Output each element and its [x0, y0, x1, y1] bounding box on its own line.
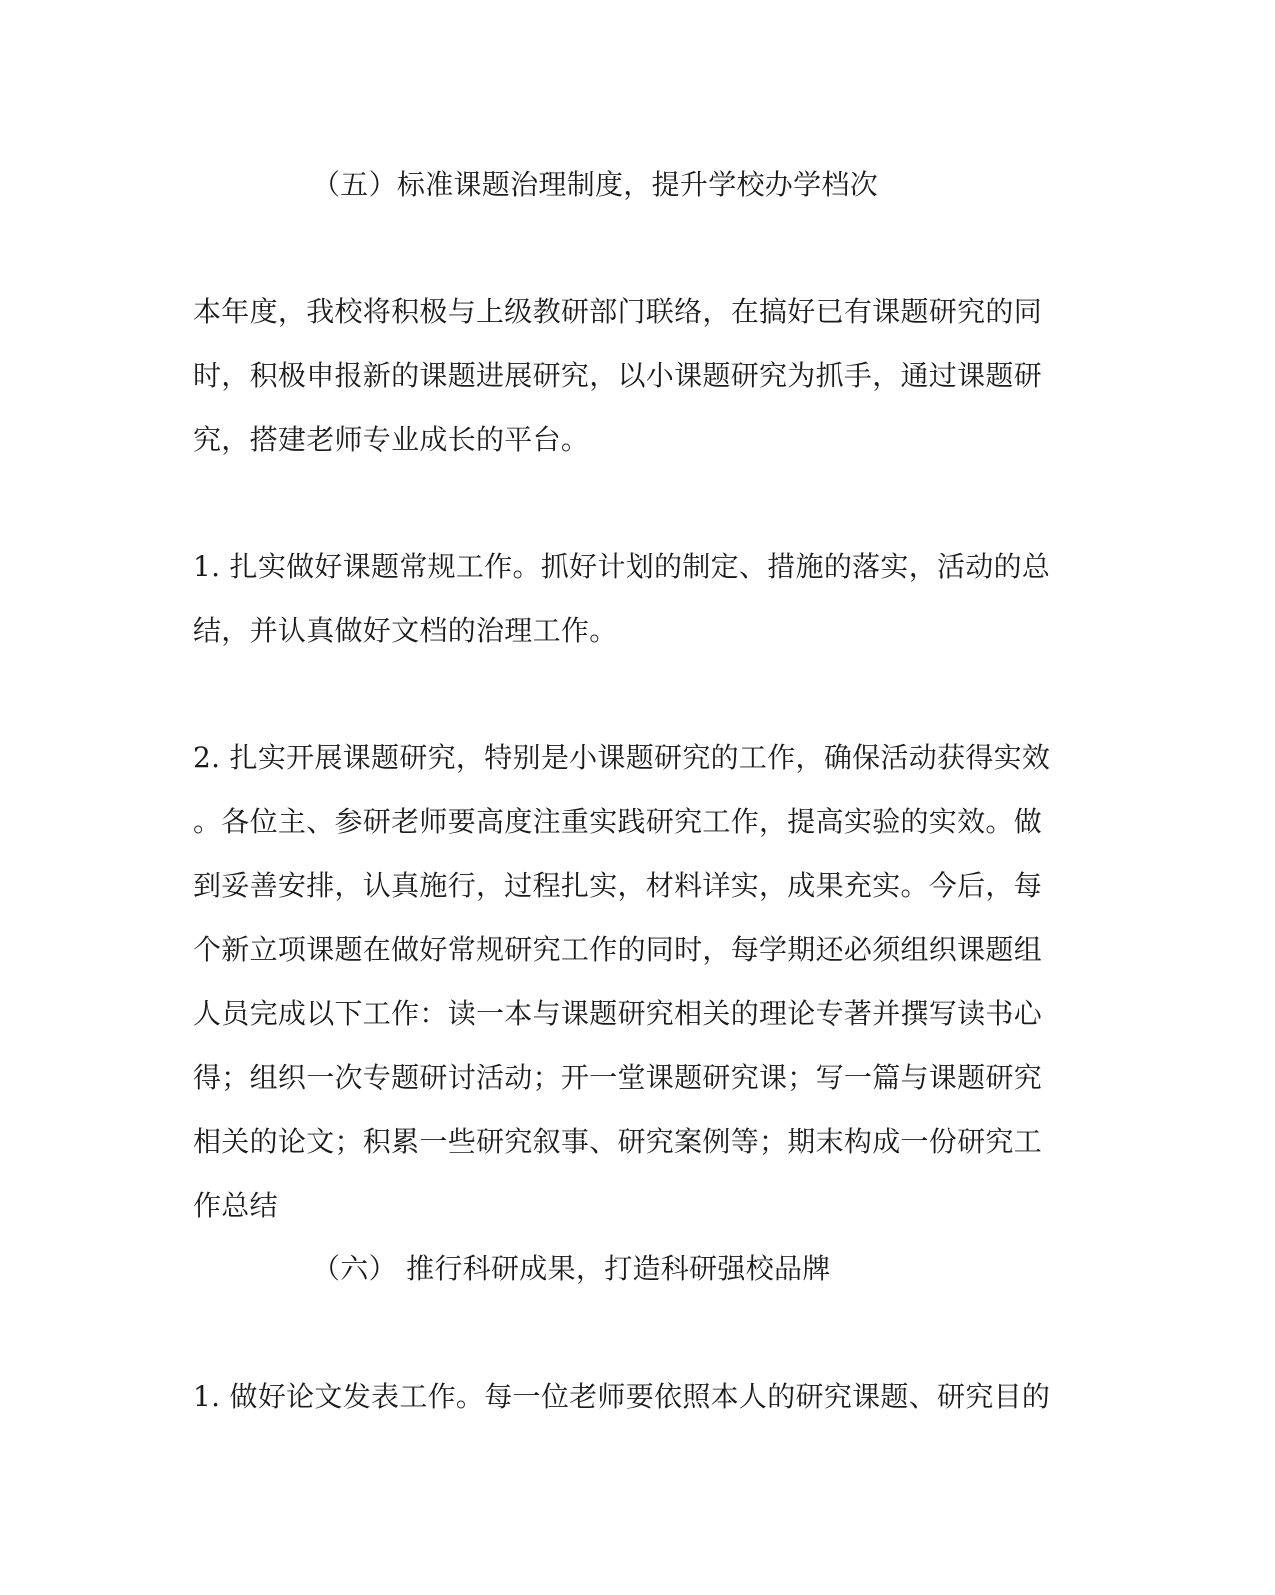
paragraph-line: 作总结 [193, 1189, 278, 1222]
paragraph-line: 得；组织一次专题研讨活动；开一堂课题研究课；写一篇与课题研究 [193, 1061, 1043, 1094]
paragraph-line: 。各位主、参研老师要高度注重实践研究工作，提高实验的实效。做 [193, 805, 1043, 838]
paragraph-line: 人员完成以下工作：读一本与课题研究相关的理论专著并撰写读书心 [193, 997, 1043, 1030]
paragraph-line: 相关的论文；积累一些研究叙事、研究案例等；期末构成一份研究工 [193, 1125, 1043, 1158]
paragraph-line: 究，搭建老师专业成长的平台。 [193, 423, 590, 456]
paragraph-line: 时，积极申报新的课题进展研究，以小课题研究为抓手，通过课题研 [193, 359, 1043, 392]
paragraph-line: 个新立项课题在做好常规研究工作的同时，每学期还必须组织课题组 [193, 933, 1043, 966]
paragraph-line: 1. 扎实做好课题常规工作。抓好计划的制定、措施的落实，活动的总 [193, 550, 1051, 583]
paragraph-line: 到妥善安排，认真施行，过程扎实，材料详实，成果充实。今后，每 [193, 869, 1043, 902]
paragraph-line: 结，并认真做好文档的治理工作。 [193, 614, 618, 647]
section-heading-6: （六） 推行科研成果，打造科研强校品牌 [312, 1252, 831, 1285]
section-heading-5: （五）标准课题治理制度，提升学校办学档次 [312, 168, 879, 201]
paragraph-line: 本年度，我校将积极与上级教研部门联络，在搞好已有课题研究的同 [193, 295, 1043, 328]
paragraph-line: 2. 扎实开展课题研究，特别是小课题研究的工作，确保活动获得实效 [193, 741, 1051, 774]
paragraph-line: 1. 做好论文发表工作。每一位老师要依照本人的研究课题、研究目的 [193, 1380, 1051, 1413]
